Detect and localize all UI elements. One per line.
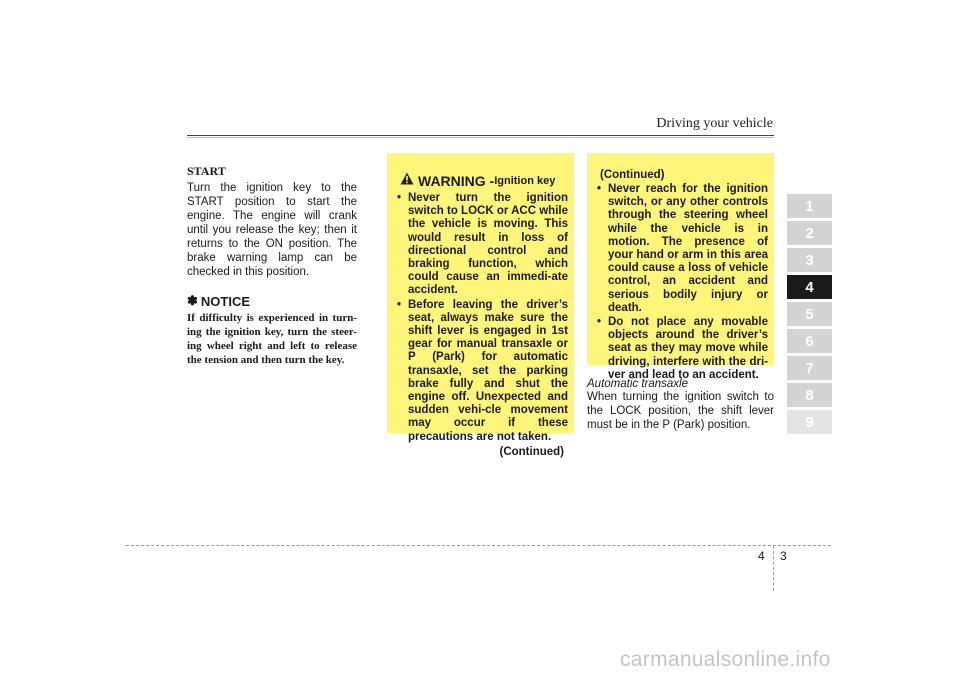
chapter-tab-3[interactable]: 3: [787, 248, 832, 272]
footer-vertical-divider: [773, 546, 774, 591]
warning-list-2: [596, 183, 768, 382]
notice-heading: [187, 293, 357, 309]
notice-icon: ✽: [187, 293, 198, 308]
footer-divider: [126, 545, 831, 546]
header-title: Driving your vehicle: [656, 116, 773, 131]
right-column: [587, 378, 774, 432]
continued-label-bottom: (Continued): [499, 445, 564, 458]
chapter-tab-1[interactable]: 1: [787, 194, 832, 218]
left-column: [187, 164, 357, 367]
chapter-tab-6[interactable]: 6: [787, 329, 832, 353]
list-item: • Before leaving the driver’s seat, always make sure the shift lever is engaged in 1st gear for manual transaxle or P (Park) for automatic transaxle, set the parking brake fully and shut the engine off. Unexpected and sudden vehi-cle movement may occur if these precautions are not taken.: [397, 298, 568, 443]
header-rule: [187, 135, 774, 136]
automatic-transaxle-body: When turning the ignition switch to the LOCK position, the shift lever must be in the P (Park) position.: [587, 391, 774, 431]
page-number: 3: [780, 549, 787, 563]
warning-triangle-icon: [400, 172, 414, 190]
watermark: carmanualsonline.info: [620, 648, 831, 671]
warning-title: [400, 172, 568, 190]
start-body: Turn the ignition key to the START position to start the engine. The engine will crank until you release the key; then it returns to the ON position. The brake warning lamp can be checked in this position.: [187, 182, 357, 278]
notice-body: If difficulty is experienced in turn-ing the ignition key, turn the steer-ing wheel right and left to release the tension and then turn the key.: [187, 312, 357, 366]
notice-heading-label: NOTICE: [200, 293, 251, 309]
chapter-tab-7[interactable]: 7: [787, 356, 832, 380]
header-rule-shadow: [187, 137, 774, 138]
chapter-tab-8[interactable]: 8: [787, 383, 832, 407]
warning-title-label: WARNING -: [418, 173, 495, 189]
list-item: • Never turn the ignition switch to LOCK or ACC while the vehicle is moving. This would result in loss of directional control and braking function, which could cause an immedi-ate accident.: [397, 192, 568, 297]
chapter-tab-4[interactable]: 4: [787, 275, 832, 299]
warning-subtitle: Ignition key: [494, 175, 556, 187]
warning-box-continued: [587, 153, 774, 381]
chapter-tab-2[interactable]: 2: [787, 221, 832, 245]
warning-list-1: [396, 192, 568, 444]
chapter-tab-9[interactable]: 9: [787, 410, 832, 434]
continued-label-top: (Continued): [600, 169, 665, 181]
chapter-tabs: [787, 194, 832, 437]
automatic-transaxle-subhead: Automatic transaxle: [587, 378, 688, 390]
warning-box-ignition-key: [387, 153, 574, 458]
chapter-tab-5[interactable]: 5: [787, 302, 832, 326]
list-item: • Never reach for the ignition switch, or any other controls through the steering wheel while the vehicle is in motion. The presence of your hand or arm in this area could cause a loss of vehicle control, an accident and serious bodily injury or death.: [597, 183, 768, 314]
page-section-number: 4: [758, 549, 765, 563]
list-item: • Do not place any movable objects around the driver’s seat as they may move while driving, interfere with the dri-ver and lead to an accident.: [597, 316, 768, 381]
start-subhead: START: [187, 164, 226, 178]
